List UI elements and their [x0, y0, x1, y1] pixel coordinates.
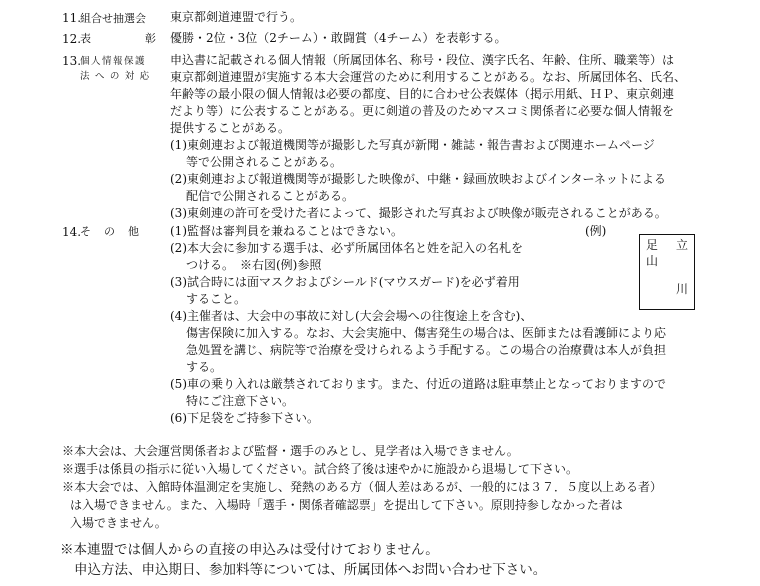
- item-text: 等で公開されることがある。: [186, 155, 343, 169]
- item-number: 13.: [62, 54, 82, 68]
- item-text: する。: [186, 360, 223, 374]
- item-text: 配信で公開されることがある。: [186, 189, 355, 203]
- item-text: 申込書に記載される個人情報（所属団体名、称号・段位、漢字氏名、年齢、住所、職業等）は: [170, 53, 675, 67]
- nametag-char: 山: [646, 254, 659, 268]
- item-text: 東京都剣道連盟が実施する本大会運営のために利用することがある。なお、所属団体名、氏名、: [170, 70, 687, 84]
- item-number: 14.: [62, 225, 82, 239]
- nametag-char: 川: [676, 282, 689, 296]
- item-label: 法 へ の 対 応: [80, 71, 151, 82]
- footer-line: ※本連盟では個人からの直接の申込みは受付けておりません。: [60, 542, 439, 558]
- item-text: 東京都剣道連盟で行う。: [170, 10, 303, 24]
- nametag-char: 足: [646, 238, 659, 252]
- item-text: (5)車の乗り入れは厳禁されております。また、付近の道路は駐車禁止となっておりますので: [170, 377, 667, 391]
- note-line: ※本大会は、大会運営関係者および監督・選手のみとし、見学者は入場できません。: [62, 444, 519, 458]
- item-text: だより等）に公表することがある。更に剣道の普及のためマスコミ関係者に必要な個人情報を: [170, 104, 675, 118]
- item-number: 11.: [62, 11, 82, 25]
- footer-line: 申込方法、申込期日、参加料等については、所属団体へお問い合わせ下さい。: [74, 562, 547, 578]
- item-text: 優勝・2位・3位（2チーム）・敢闘賞（4チーム）を表彰する。: [170, 31, 507, 45]
- item-text: (4)主催者は、大会中の事故に対し(大会会場への往復途上を含む)、: [170, 309, 533, 323]
- item-text: (1)監督は審判員を兼ねることはできない。: [170, 224, 403, 238]
- example-label: (例): [585, 224, 607, 238]
- item-text: 傷害保険に加入する。なお、大会実施中、傷害発生の場合は、医師または看護師により応: [186, 326, 667, 340]
- nametag-char: 立: [676, 238, 689, 252]
- item-text: 特にご注意下さい。: [186, 394, 295, 408]
- item-label-char: 彰: [145, 32, 156, 45]
- item-text: (2)東剣連および報道機関等が撮影した映像が、中継・録画放映およびインターネットによる: [170, 172, 666, 186]
- item-text: 提供することがある。: [170, 121, 291, 135]
- item-text: (1)東剣連および報道機関等が撮影した写真が新聞・雑誌・報告書および関連ホームページ: [170, 138, 655, 152]
- example-nametag: [639, 234, 695, 310]
- item-text: つける。 ※右図(例)参照: [186, 258, 322, 272]
- item-text: (3)東剣連の許可を受けた者によって、撮影された写真および映像が販売されることがある。: [170, 206, 667, 220]
- item-text: (6)下足袋をご持参下さい。: [170, 411, 319, 425]
- item-label: 組合せ抽選会: [80, 12, 146, 25]
- item-text: 急処置を講じ、病院等で治療を受けられるよう手配する。この場合の治療費は本人が負担: [186, 343, 667, 357]
- item-text: (2)本大会に参加する選手は、必ず所属団体名と姓を記入の名札を: [170, 241, 524, 255]
- item-label-char: 表: [80, 32, 91, 45]
- item-text: すること。: [186, 292, 247, 306]
- note-line: 入場できません。: [70, 516, 167, 530]
- item-label: 個人情報保護: [80, 56, 147, 67]
- note-line: ※本大会では、入館時体温測定を実施し、発熱のある方（個人差はあるが、一般的には３７．５度以上ある者）: [62, 480, 663, 494]
- item-text: (3)試合時には面マスクおよびシールド(マウスガード)を必ず着用: [170, 275, 520, 289]
- item-text: 年齢等の最小限の個人情報は必要の都度、目的に合わせ公表媒体（掲示用紙、ＨＰ、東京剣連: [170, 87, 675, 101]
- item-label: そ の 他: [80, 225, 140, 238]
- item-number: 12.: [62, 32, 82, 46]
- note-line: は入場できません。また、入場時「選手・関係者確認票」を提出して下さい。原則持参しなかった者は: [70, 498, 623, 512]
- note-line: ※選手は係員の指示に従い入場してください。試合終了後は速やかに施設から退場して下さい。: [62, 462, 579, 476]
